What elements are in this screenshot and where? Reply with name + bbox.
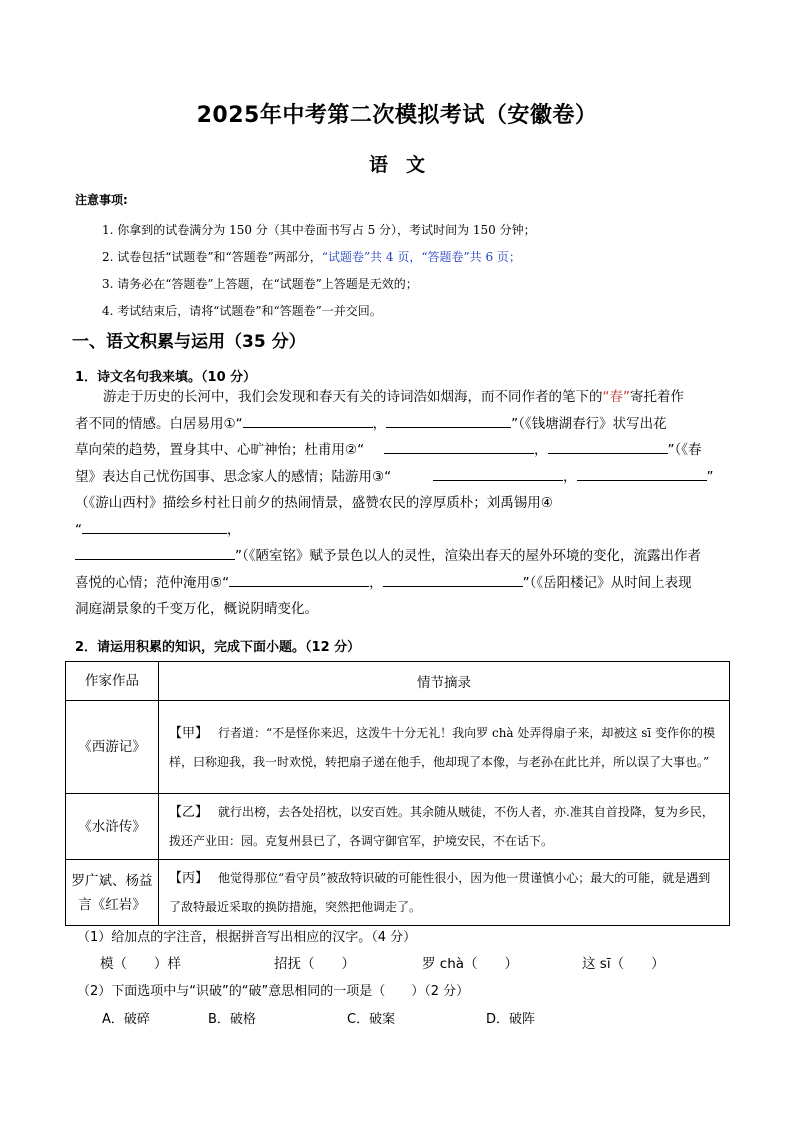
blank-3b[interactable] [577, 466, 707, 481]
table-row [66, 794, 730, 860]
table-header-author: 作家作品 [66, 662, 159, 701]
question-2-title: 2．请运用积累的知识，完成下面小题。（12 分） [75, 640, 361, 655]
notice-item-3: 3. 请务必在“答题卷”上答题，在“试题卷”上答题是无效的； [102, 277, 418, 291]
notice-item-2-answer-pages: “答题卷”共 6 页； [421, 250, 521, 264]
excerpt-mark: 【甲】 [169, 725, 209, 741]
q1-text-12: 喜悦的心情；范仲淹用⑤“ [75, 574, 230, 591]
q1-text-6: ”（《春 [667, 442, 702, 458]
q1-open-quote: “ [75, 521, 82, 538]
subquestion-2-title: （2）下面选项中与“识破”的“破”意思相同的一项是（ ）（2 分） [77, 984, 470, 999]
excerpt-mark: 【丙】 [169, 871, 209, 886]
notice-item-2 [102, 248, 521, 265]
question-1-paragraph [75, 384, 725, 623]
table-cell-author: 罗广斌、杨益言《红岩》 [66, 860, 159, 926]
q1-line-6 [75, 517, 725, 544]
q1-line-4-blanks [75, 464, 714, 491]
fill-item-4[interactable]: 这 sī（ ） [582, 956, 665, 972]
q1-text-2: 寄托着作 [630, 389, 684, 405]
fill-item-1[interactable]: 模（ ）样 [100, 956, 181, 972]
blank-5b[interactable] [383, 572, 523, 587]
option-d[interactable]: D．破阵 [486, 1012, 536, 1027]
table-cell-excerpt [159, 860, 730, 926]
blank-4a[interactable] [82, 519, 227, 534]
q1-text-5: 草向荣的趋势，置身其中、心旷神怡；杜甫用②“ [75, 442, 365, 458]
excerpt-text: 就行出榜，去各处招枕，以安百姓。其余随从贼徒，不伤人者，亦.准其自首投降，复为乡民，拨还产业田：园。克复州县已了，各调守御官军，护境安民，不在话下。 [169, 805, 714, 848]
table-cell-excerpt [159, 701, 730, 794]
question-1-title: 1．诗文名句我来填。（10 分） [75, 370, 257, 385]
q1-text-8: ” [706, 468, 714, 485]
comma-2: ， [534, 442, 548, 458]
notice-item-2-text: 2. 试卷包括“试题卷”和“答题卷”两部分， [102, 250, 322, 264]
notice-title: 注意事项: [75, 193, 128, 207]
q1-text-3: 者不同的情感。白居易用①“ [75, 415, 243, 432]
exam-subject: 语文 [368, 154, 443, 176]
table-header-excerpt: 情节摘录 [159, 662, 730, 701]
q1-text-14: 洞庭湖景象的千变万化，概说阴晴变化。 [75, 601, 318, 617]
notice-item-1: 1. 你拿到的试卷满分为 150 分（其中卷面书写占 5 分），考试时间为 150 分钟； [102, 223, 536, 237]
q1-text-4: ”（《钱塘湖春行》状写出花 [511, 415, 667, 432]
q1-line-8 [75, 570, 725, 597]
excerpt-text: 他觉得那位“看守员”被敌特识破的可能性很小，因为他一贯谨慎小心；最大的可能，就是遇到了敌特最近采取的换防措施，突然把他调走了。 [169, 871, 711, 914]
q1-spring-quote: “春” [602, 389, 630, 405]
table-row [66, 860, 730, 926]
blank-4b[interactable] [75, 545, 235, 560]
blank-1a[interactable] [243, 413, 373, 428]
excerpt-text: 行者道：“不是怪你来迟，这泼牛十分无礼！我向罗 chà 处弄得扇子来，却被这 sī 变作你的模样，曰称迎我，我一时欢悦，转把扇子递在他手，他却现了本像，与老孙在此比并，所以误了大事也。” [169, 725, 716, 769]
excerpt-table [65, 661, 730, 926]
q1-line-9 [75, 596, 725, 623]
q1-line-5 [75, 490, 725, 517]
blank-2a[interactable] [384, 439, 534, 454]
fill-item-3[interactable]: 罗 chà（ ） [422, 956, 519, 972]
blank-5a[interactable] [229, 572, 369, 587]
q1-line-1 [75, 384, 725, 411]
q1-text-13: ”（《岳阳楼记》从时间上表现 [522, 574, 692, 591]
option-c[interactable]: C．破案 [347, 1012, 396, 1027]
table-cell-author: 《西游记》 [66, 701, 159, 794]
option-a[interactable]: A．破碎 [102, 1012, 150, 1027]
section-1-title: 一、语文积累与运用（35 分） [72, 332, 306, 352]
q1-line-7 [75, 543, 725, 570]
notice-item-4: 4. 考试结束后，请将“试题卷”和“答题卷”一并交回。 [102, 304, 382, 318]
table-header-row [66, 662, 730, 701]
blank-2b[interactable] [548, 439, 668, 454]
comma-4: ， [227, 521, 241, 538]
q1-text-1: 游走于历史的长河中，我们会发现和春天有关的诗词浩如烟海，而不同作者的笔下的 [103, 389, 603, 405]
exam-title: 2025年中考第二次模拟考试（安徽卷） [196, 103, 598, 128]
excerpt-mark: 【乙】 [169, 805, 209, 820]
comma-5: ， [369, 574, 383, 591]
q1-line-4-tail [75, 464, 714, 491]
table-cell-author: 《水浒传》 [66, 794, 159, 860]
q1-line-2 [75, 411, 725, 438]
table-cell-excerpt [159, 794, 730, 860]
q1-text-11: ”（《陋室铭》赋予景色以人的灵性，渲染出春天的屋外环境的变化，流露出作者 [235, 548, 701, 564]
q1-text-7: 望》表达自己忧伤国事、思念家人的感情；陆游用③“ [75, 468, 392, 485]
q1-text-9: （《游山西村》描绘乡村社日前夕的热闹情景，盛赞农民的淳厚质朴；刘禹锡用④ [75, 495, 553, 511]
option-b[interactable]: B．破格 [208, 1012, 256, 1027]
comma-3: ， [563, 468, 577, 485]
table-row [66, 701, 730, 794]
subquestion-1-title: （1）给加点的字注音，根据拼音写出相应的汉字。（4 分） [77, 930, 417, 945]
blank-1b[interactable] [386, 413, 511, 428]
q1-line-3-tail [75, 437, 702, 464]
q1-line-3-blanks [75, 437, 702, 464]
fill-item-2[interactable]: 招抚（ ） [274, 956, 355, 972]
blank-3a[interactable] [433, 466, 563, 481]
notice-item-2-test-pages: “试题卷”共 4 页， [321, 250, 422, 264]
comma-1: ， [372, 415, 387, 432]
